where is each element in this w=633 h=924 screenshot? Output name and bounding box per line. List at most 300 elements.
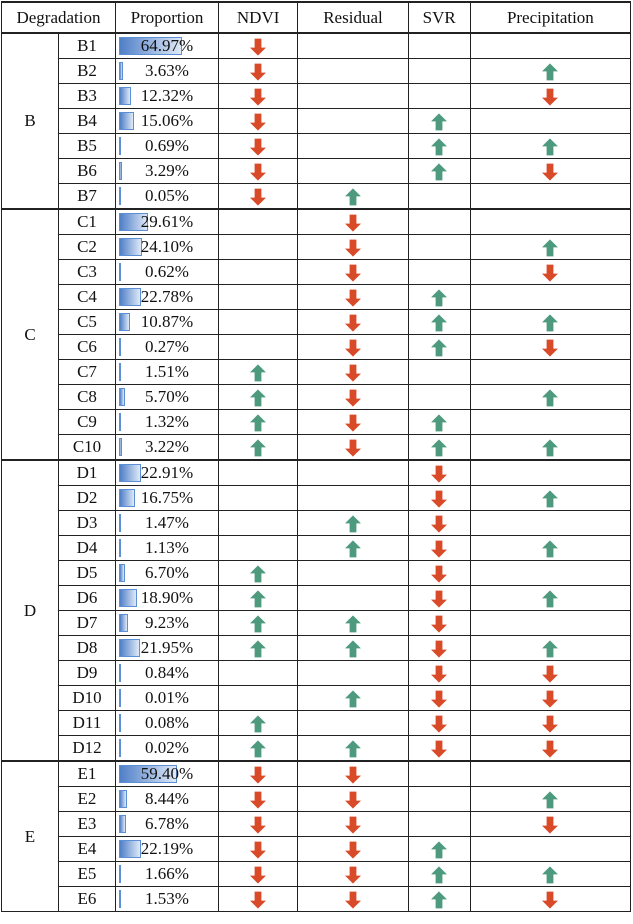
table-row [2, 661, 631, 686]
residual-cell [298, 736, 408, 762]
svr-cell [408, 636, 470, 661]
residual-cell [298, 435, 408, 461]
residual-cell [298, 686, 408, 711]
ndvi-cell [219, 460, 298, 486]
ndvi-cell [219, 360, 298, 385]
proportion-cell [116, 636, 219, 661]
arrow-up-icon [345, 615, 361, 633]
arrow-up-icon [431, 339, 447, 357]
arrow-down-icon [431, 465, 447, 483]
proportion-value: 6.70% [145, 563, 189, 582]
proportion-value: 18.90% [140, 588, 194, 607]
group-label: E [2, 761, 59, 912]
precipitation-cell [470, 787, 630, 812]
residual-cell [298, 511, 408, 536]
arrow-up-icon [542, 63, 558, 81]
arrow-up-icon [542, 389, 558, 407]
precipitation-cell [470, 209, 630, 235]
ndvi-cell [219, 586, 298, 611]
proportion-cell [116, 360, 219, 385]
degradation-id: D12 [59, 736, 116, 762]
proportion-cell [116, 59, 219, 84]
proportion-bar [119, 62, 123, 80]
proportion-bar [119, 464, 141, 482]
degradation-id: D8 [59, 636, 116, 661]
proportion-cell [116, 260, 219, 285]
svr-cell [408, 235, 470, 260]
proportion-value: 1.66% [145, 864, 189, 883]
arrow-down-icon [431, 565, 447, 583]
ndvi-cell [219, 787, 298, 812]
ndvi-cell [219, 636, 298, 661]
arrow-down-icon [345, 841, 361, 859]
proportion-bar [119, 639, 140, 657]
proportion-cell [116, 335, 219, 360]
degradation-id: D3 [59, 511, 116, 536]
precipitation-cell [470, 159, 630, 184]
svr-cell [408, 611, 470, 636]
precipitation-cell [470, 335, 630, 360]
table-row [2, 586, 631, 611]
residual-cell [298, 285, 408, 310]
arrow-down-icon [250, 113, 266, 131]
arrow-up-icon [542, 490, 558, 508]
degradation-id: C7 [59, 360, 116, 385]
degradation-id: C1 [59, 209, 116, 235]
proportion-cell [116, 134, 219, 159]
degradation-id: D4 [59, 536, 116, 561]
ndvi-cell [219, 310, 298, 335]
arrow-up-icon [250, 414, 266, 432]
arrow-down-icon [345, 289, 361, 307]
svr-cell [408, 486, 470, 511]
arrow-up-icon [542, 540, 558, 558]
arrow-up-icon [250, 389, 266, 407]
precipitation-cell [470, 686, 630, 711]
proportion-value: 0.84% [145, 663, 189, 682]
svr-cell [408, 736, 470, 762]
arrow-down-icon [345, 214, 361, 232]
arrow-up-icon [250, 364, 266, 382]
degradation-id: D6 [59, 586, 116, 611]
arrow-up-icon [542, 866, 558, 884]
table-row [2, 486, 631, 511]
svr-cell [408, 260, 470, 285]
proportion-cell [116, 736, 219, 762]
ndvi-cell [219, 159, 298, 184]
residual-cell [298, 661, 408, 686]
residual-cell [298, 536, 408, 561]
proportion-cell [116, 385, 219, 410]
arrow-down-icon [250, 766, 266, 784]
arrow-up-icon [431, 891, 447, 909]
arrow-down-icon [250, 841, 266, 859]
arrow-up-icon [542, 791, 558, 809]
svr-cell [408, 812, 470, 837]
arrow-up-icon [250, 640, 266, 658]
arrow-up-icon [431, 113, 447, 131]
residual-cell [298, 134, 408, 159]
proportion-value: 59.40% [140, 764, 194, 783]
svr-cell [408, 184, 470, 210]
proportion-cell [116, 285, 219, 310]
proportion-bar [119, 162, 122, 180]
svr-cell [408, 385, 470, 410]
proportion-value: 0.02% [145, 738, 189, 757]
proportion-cell [116, 711, 219, 736]
arrow-down-icon [431, 515, 447, 533]
arrow-up-icon [345, 740, 361, 758]
proportion-cell [116, 460, 219, 486]
precipitation-cell [470, 611, 630, 636]
proportion-cell [116, 887, 219, 912]
proportion-cell [116, 511, 219, 536]
degradation-id: C6 [59, 335, 116, 360]
arrow-down-icon [542, 264, 558, 282]
proportion-value: 15.06% [140, 111, 194, 130]
proportion-bar [119, 890, 121, 908]
proportion-cell [116, 812, 219, 837]
arrow-down-icon [250, 791, 266, 809]
proportion-bar [119, 840, 141, 858]
ndvi-cell [219, 761, 298, 787]
residual-cell [298, 209, 408, 235]
arrow-up-icon [345, 188, 361, 206]
table-row [2, 460, 631, 486]
arrow-down-icon [542, 163, 558, 181]
residual-cell [298, 837, 408, 862]
ndvi-cell [219, 134, 298, 159]
arrow-down-icon [542, 665, 558, 683]
degradation-id: D5 [59, 561, 116, 586]
precipitation-cell [470, 837, 630, 862]
svr-cell [408, 285, 470, 310]
degradation-table [1, 1, 631, 912]
arrow-up-icon [250, 565, 266, 583]
arrow-down-icon [431, 715, 447, 733]
arrow-down-icon [431, 665, 447, 683]
proportion-cell [116, 686, 219, 711]
proportion-cell [116, 184, 219, 210]
proportion-value: 0.69% [145, 136, 189, 155]
arrow-up-icon [431, 289, 447, 307]
arrow-down-icon [345, 766, 361, 784]
ndvi-cell [219, 410, 298, 435]
degradation-id: C9 [59, 410, 116, 435]
residual-cell [298, 385, 408, 410]
residual-cell [298, 486, 408, 511]
precipitation-cell [470, 33, 630, 59]
ndvi-cell [219, 486, 298, 511]
proportion-bar [119, 790, 127, 808]
ndvi-cell [219, 335, 298, 360]
ndvi-cell [219, 511, 298, 536]
residual-cell [298, 360, 408, 385]
residual-cell [298, 761, 408, 787]
table-row [2, 209, 631, 235]
ndvi-cell [219, 887, 298, 912]
arrow-down-icon [431, 640, 447, 658]
arrow-up-icon [542, 439, 558, 457]
table-row [2, 109, 631, 134]
proportion-value: 1.13% [145, 538, 189, 557]
proportion-value: 16.75% [140, 488, 194, 507]
ndvi-cell [219, 862, 298, 887]
table-row [2, 812, 631, 837]
degradation-id: C4 [59, 285, 116, 310]
table-row [2, 260, 631, 285]
precipitation-cell [470, 561, 630, 586]
proportion-cell [116, 862, 219, 887]
proportion-bar [119, 187, 121, 205]
residual-cell [298, 260, 408, 285]
proportion-cell [116, 661, 219, 686]
ndvi-cell [219, 661, 298, 686]
arrow-up-icon [250, 715, 266, 733]
precipitation-cell [470, 385, 630, 410]
degradation-id: E6 [59, 887, 116, 912]
svr-cell [408, 159, 470, 184]
table-row [2, 33, 631, 59]
proportion-bar [119, 413, 121, 431]
table-row [2, 686, 631, 711]
proportion-cell [116, 84, 219, 109]
svr-cell [408, 536, 470, 561]
degradation-id: E1 [59, 761, 116, 787]
degradation-id: D11 [59, 711, 116, 736]
degradation-id: D10 [59, 686, 116, 711]
precipitation-cell [470, 887, 630, 912]
degradation-id: E5 [59, 862, 116, 887]
precipitation-cell [470, 59, 630, 84]
proportion-value: 24.10% [140, 237, 194, 256]
svr-cell [408, 862, 470, 887]
proportion-value: 0.62% [145, 262, 189, 281]
arrow-down-icon [345, 239, 361, 257]
precipitation-cell [470, 486, 630, 511]
proportion-value: 8.44% [145, 789, 189, 808]
proportion-cell [116, 410, 219, 435]
table-row [2, 310, 631, 335]
table-row [2, 184, 631, 210]
table-row [2, 862, 631, 887]
table-row [2, 736, 631, 762]
precipitation-cell [470, 536, 630, 561]
degradation-id: C2 [59, 235, 116, 260]
arrow-down-icon [431, 490, 447, 508]
table-row [2, 837, 631, 862]
proportion-cell [116, 787, 219, 812]
proportion-value: 1.53% [145, 889, 189, 908]
proportion-bar [119, 614, 128, 632]
ndvi-cell [219, 611, 298, 636]
proportion-value: 9.23% [145, 613, 189, 632]
arrow-down-icon [542, 891, 558, 909]
arrow-down-icon [431, 615, 447, 633]
degradation-id: E3 [59, 812, 116, 837]
svr-cell [408, 410, 470, 435]
table-row [2, 134, 631, 159]
residual-cell [298, 812, 408, 837]
degradation-id: B7 [59, 184, 116, 210]
arrow-up-icon [431, 866, 447, 884]
arrow-down-icon [250, 138, 266, 156]
degradation-id: E2 [59, 787, 116, 812]
proportion-cell [116, 310, 219, 335]
table-row [2, 59, 631, 84]
arrow-down-icon [250, 88, 266, 106]
arrow-down-icon [345, 264, 361, 282]
svr-cell [408, 661, 470, 686]
residual-cell [298, 586, 408, 611]
proportion-value: 22.19% [140, 839, 194, 858]
residual-cell [298, 109, 408, 134]
degradation-id: B1 [59, 33, 116, 59]
proportion-bar [119, 564, 125, 582]
arrow-down-icon [542, 690, 558, 708]
svr-cell [408, 360, 470, 385]
precipitation-cell [470, 109, 630, 134]
table-row [2, 536, 631, 561]
proportion-bar [119, 313, 130, 331]
precipitation-cell [470, 812, 630, 837]
table-row [2, 511, 631, 536]
residual-cell [298, 711, 408, 736]
proportion-cell [116, 761, 219, 787]
proportion-bar [119, 689, 121, 707]
table-row [2, 787, 631, 812]
ndvi-cell [219, 686, 298, 711]
ndvi-cell [219, 260, 298, 285]
residual-cell [298, 410, 408, 435]
table-row [2, 159, 631, 184]
degradation-id: B2 [59, 59, 116, 84]
header-degradation: Degradation [2, 2, 116, 33]
arrow-up-icon [431, 163, 447, 181]
proportion-value: 1.32% [145, 412, 189, 431]
group-label: B [2, 33, 59, 209]
svr-cell [408, 511, 470, 536]
proportion-value: 0.05% [145, 186, 189, 205]
residual-cell [298, 787, 408, 812]
ndvi-cell [219, 109, 298, 134]
ndvi-cell [219, 837, 298, 862]
precipitation-cell [470, 360, 630, 385]
proportion-value: 22.78% [140, 287, 194, 306]
proportion-value: 0.27% [145, 337, 189, 356]
svr-cell [408, 109, 470, 134]
proportion-bar [119, 363, 121, 381]
residual-cell [298, 59, 408, 84]
degradation-id: B3 [59, 84, 116, 109]
precipitation-cell [470, 235, 630, 260]
proportion-bar [119, 815, 126, 833]
proportion-cell [116, 586, 219, 611]
degradation-id: D7 [59, 611, 116, 636]
degradation-id: B4 [59, 109, 116, 134]
residual-cell [298, 862, 408, 887]
residual-cell [298, 235, 408, 260]
svr-cell [408, 837, 470, 862]
degradation-id: C3 [59, 260, 116, 285]
table-row [2, 235, 631, 260]
arrow-down-icon [345, 791, 361, 809]
svr-cell [408, 435, 470, 461]
arrow-down-icon [345, 891, 361, 909]
ndvi-cell [219, 711, 298, 736]
arrow-up-icon [542, 138, 558, 156]
proportion-cell [116, 159, 219, 184]
proportion-cell [116, 486, 219, 511]
proportion-bar [119, 739, 121, 757]
residual-cell [298, 887, 408, 912]
proportion-value: 10.87% [140, 312, 194, 331]
header-proportion: Proportion [116, 2, 219, 33]
proportion-value: 3.22% [145, 437, 189, 456]
table-row [2, 285, 631, 310]
table-row [2, 410, 631, 435]
svr-cell [408, 586, 470, 611]
proportion-bar [119, 714, 121, 732]
svr-cell [408, 711, 470, 736]
arrow-down-icon [250, 38, 266, 56]
proportion-value: 1.47% [145, 513, 189, 532]
residual-cell [298, 636, 408, 661]
header-row [2, 2, 631, 33]
proportion-value: 64.97% [140, 36, 194, 55]
arrow-down-icon [431, 690, 447, 708]
table-row [2, 360, 631, 385]
proportion-cell [116, 209, 219, 235]
arrow-down-icon [250, 816, 266, 834]
proportion-bar [119, 388, 125, 406]
proportion-bar [119, 338, 121, 356]
arrow-up-icon [250, 439, 266, 457]
arrow-up-icon [345, 515, 361, 533]
residual-cell [298, 561, 408, 586]
arrow-down-icon [345, 439, 361, 457]
table-body [2, 33, 631, 912]
proportion-cell [116, 33, 219, 59]
proportion-value: 5.70% [145, 387, 189, 406]
degradation-id: D2 [59, 486, 116, 511]
ndvi-cell [219, 209, 298, 235]
arrow-down-icon [431, 740, 447, 758]
svr-cell [408, 134, 470, 159]
residual-cell [298, 611, 408, 636]
precipitation-cell [470, 435, 630, 461]
proportion-bar [119, 112, 134, 130]
proportion-value: 29.61% [140, 212, 194, 231]
svr-cell [408, 686, 470, 711]
arrow-down-icon [431, 590, 447, 608]
arrow-down-icon [542, 715, 558, 733]
arrow-up-icon [431, 314, 447, 332]
precipitation-cell [470, 310, 630, 335]
proportion-bar [119, 238, 142, 256]
precipitation-cell [470, 260, 630, 285]
arrow-down-icon [250, 63, 266, 81]
ndvi-cell [219, 736, 298, 762]
ndvi-cell [219, 561, 298, 586]
arrow-up-icon [542, 590, 558, 608]
arrow-up-icon [542, 314, 558, 332]
arrow-down-icon [345, 816, 361, 834]
precipitation-cell [470, 736, 630, 762]
degradation-id: B5 [59, 134, 116, 159]
ndvi-cell [219, 385, 298, 410]
header-svr: SVR [408, 2, 470, 33]
